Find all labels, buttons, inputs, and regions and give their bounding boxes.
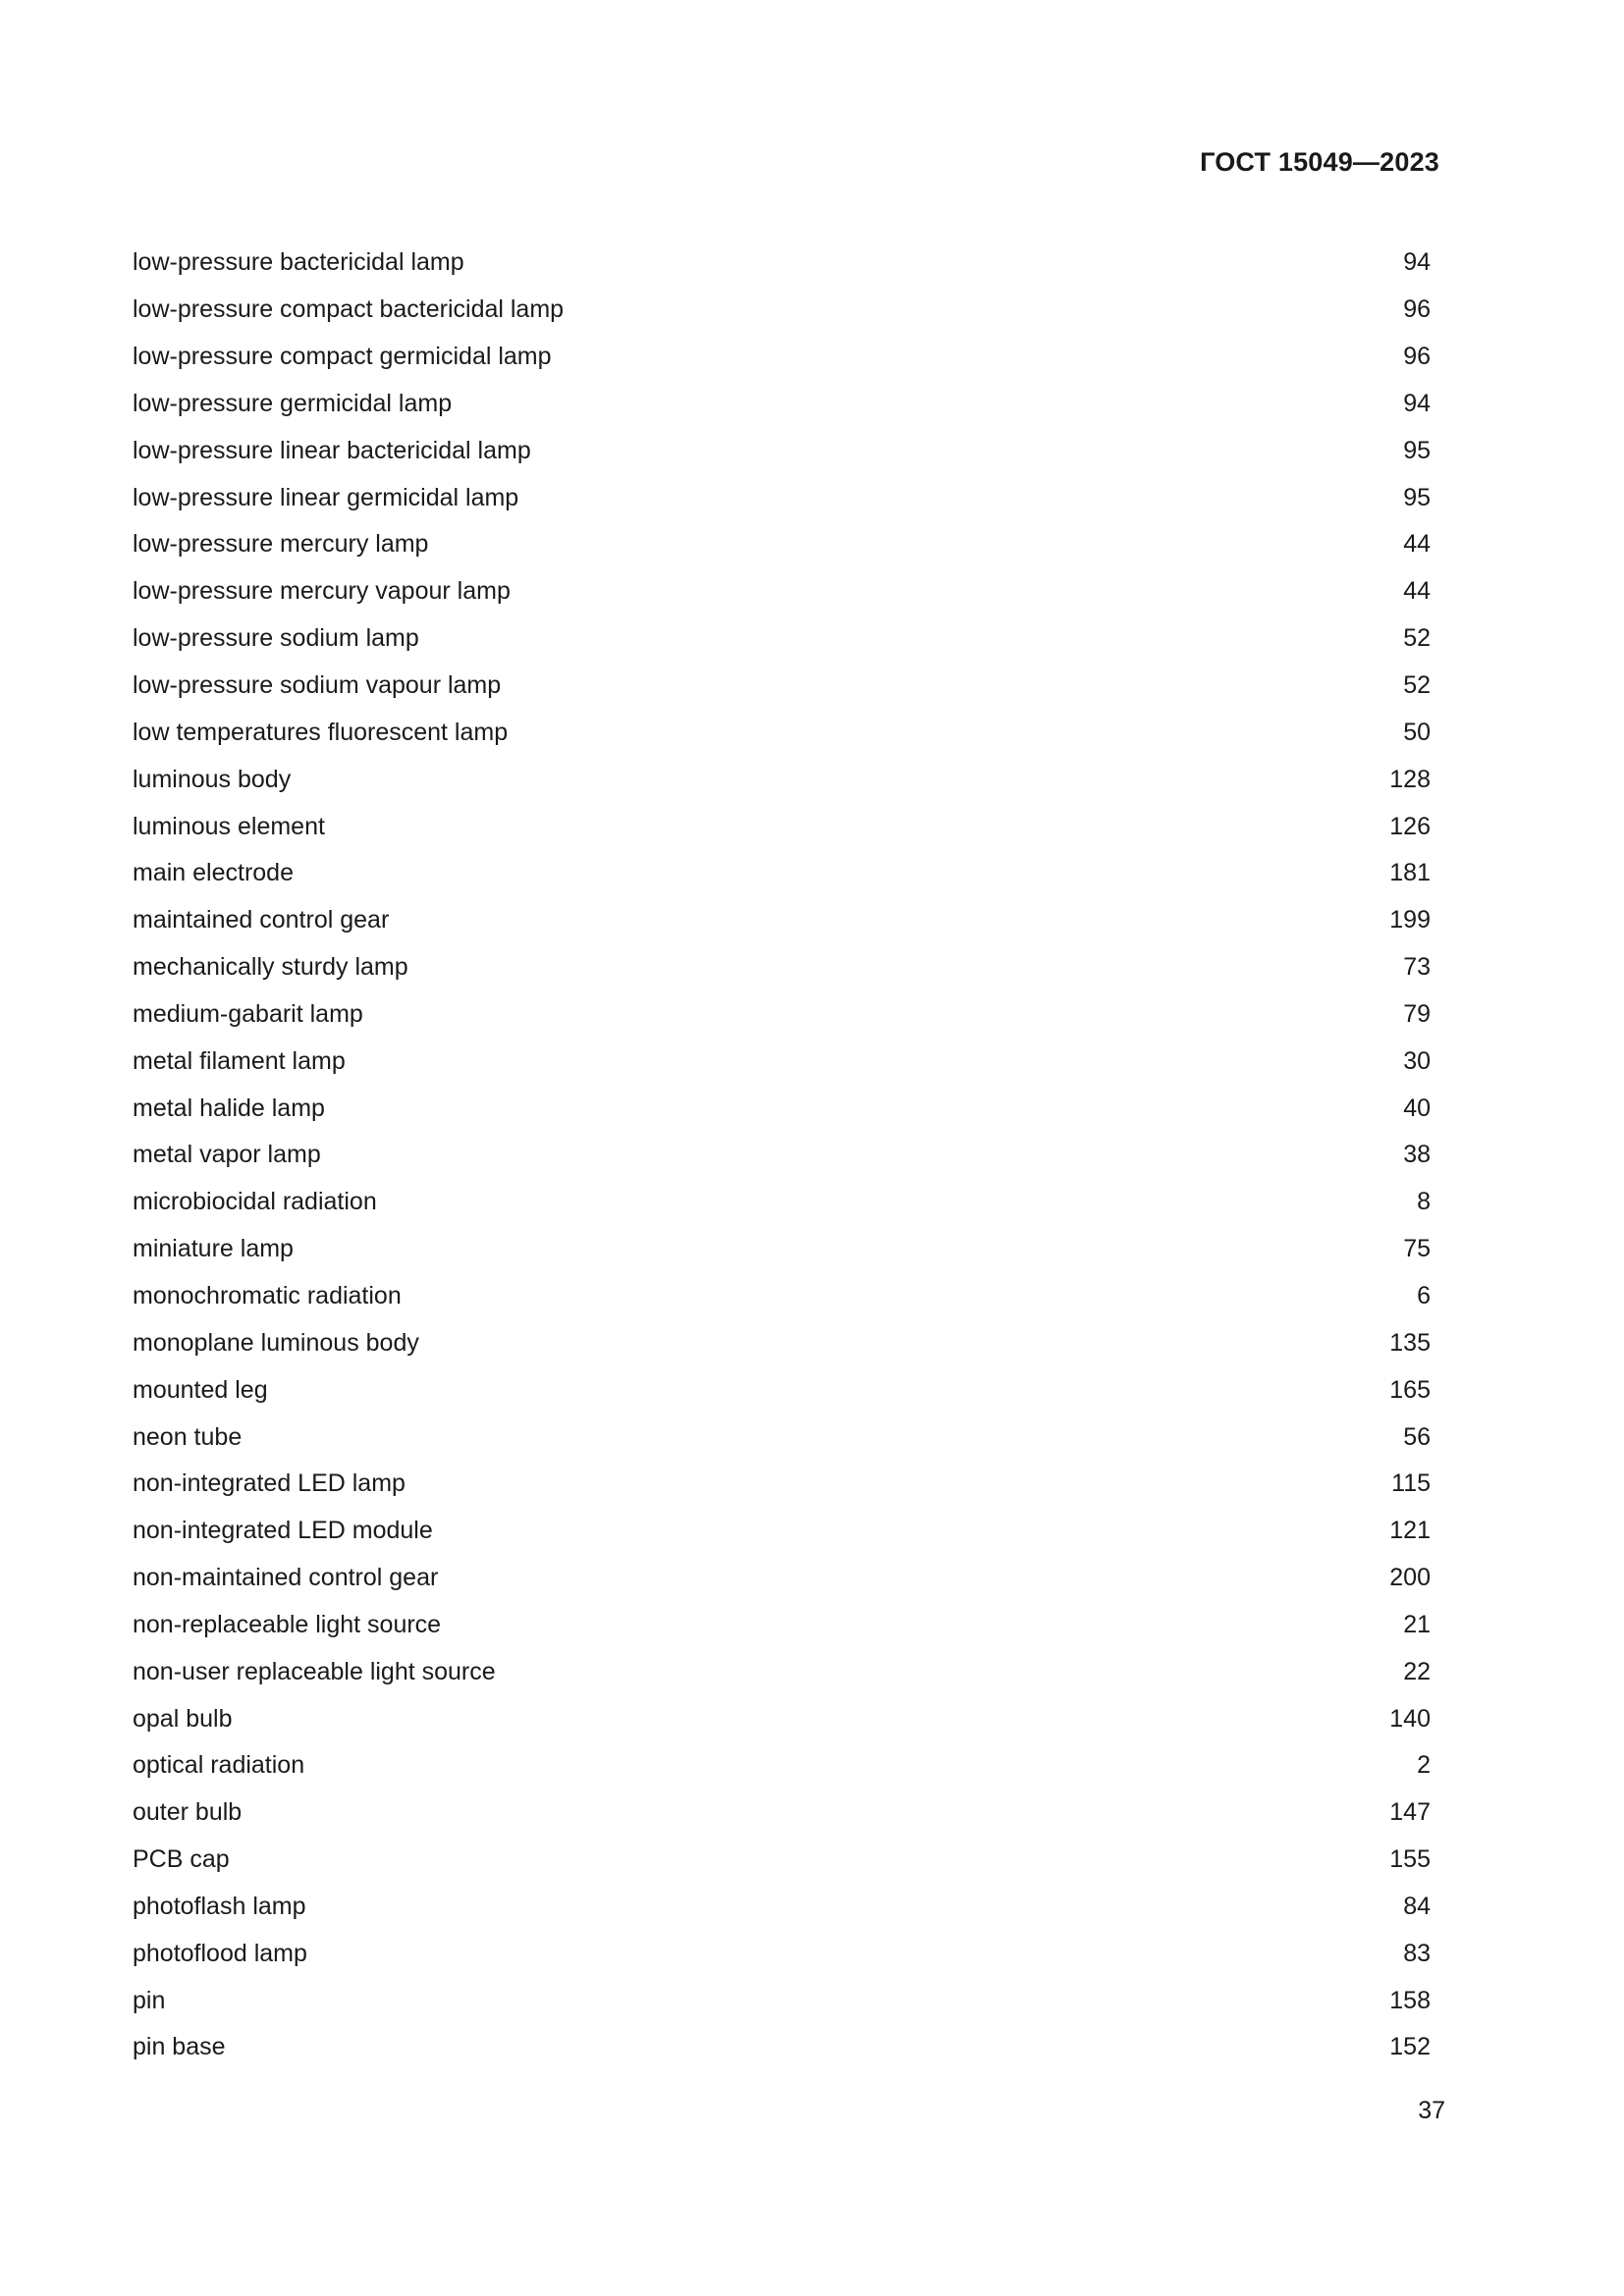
index-entry [133, 1319, 1431, 1366]
index-number: 75 [1403, 1235, 1431, 1263]
index-term: metal vapor lamp [133, 1141, 321, 1169]
index-number: 165 [1389, 1375, 1431, 1404]
index-term: mounted leg [133, 1375, 268, 1404]
term-index-list [133, 240, 1431, 2071]
document-header: ГОСТ 15049—2023 [1200, 147, 1439, 177]
index-number: 94 [1403, 389, 1431, 417]
index-number: 38 [1403, 1141, 1431, 1169]
index-number: 95 [1403, 436, 1431, 464]
index-number: 52 [1403, 624, 1431, 653]
index-entry [133, 709, 1431, 756]
index-entry [133, 1930, 1431, 1977]
index-number: 95 [1403, 483, 1431, 511]
index-entry [133, 2024, 1431, 2071]
index-number: 8 [1417, 1188, 1431, 1216]
index-term: low-pressure bactericidal lamp [133, 248, 464, 277]
index-number: 199 [1389, 906, 1431, 934]
index-entry [133, 474, 1431, 521]
index-entry [133, 850, 1431, 897]
index-term: optical radiation [133, 1751, 305, 1780]
index-term: low-pressure compact bactericidal lamp [133, 295, 565, 324]
index-entry [133, 803, 1431, 850]
index-number: 94 [1403, 248, 1431, 277]
index-entry [133, 1789, 1431, 1837]
index-term: monoplane luminous body [133, 1328, 419, 1357]
index-entry [133, 1461, 1431, 1508]
index-term: low-pressure linear bactericidal lamp [133, 436, 531, 464]
index-number: 147 [1389, 1798, 1431, 1827]
index-entry [133, 1742, 1431, 1789]
index-term: luminous body [133, 765, 292, 793]
index-entry [133, 240, 1431, 287]
index-number: 73 [1403, 953, 1431, 982]
index-term: low-pressure mercury vapour lamp [133, 577, 511, 606]
index-number: 152 [1389, 2033, 1431, 2061]
index-entry [133, 1695, 1431, 1742]
index-entry [133, 1977, 1431, 2024]
index-term: non-maintained control gear [133, 1564, 439, 1592]
index-term: non-integrated LED module [133, 1517, 433, 1545]
index-term: metal filament lamp [133, 1046, 346, 1075]
index-term: main electrode [133, 859, 294, 887]
index-entry [133, 897, 1431, 944]
index-term: miniature lamp [133, 1235, 294, 1263]
index-number: 83 [1403, 1939, 1431, 1967]
index-term: maintained control gear [133, 906, 390, 934]
index-entry [133, 568, 1431, 615]
index-term: metal halide lamp [133, 1094, 325, 1122]
index-number: 155 [1389, 1845, 1431, 1874]
index-term: non-user replaceable light source [133, 1657, 496, 1685]
index-entry [133, 615, 1431, 663]
index-entry [133, 944, 1431, 991]
index-term: low temperatures fluorescent lamp [133, 718, 509, 746]
index-number: 44 [1403, 530, 1431, 559]
index-term: monochromatic radiation [133, 1281, 402, 1309]
index-term: photoflood lamp [133, 1939, 307, 1967]
index-number: 30 [1403, 1046, 1431, 1075]
index-number: 140 [1389, 1704, 1431, 1733]
index-term: low-pressure compact germicidal lamp [133, 343, 552, 371]
index-entry [133, 1648, 1431, 1695]
index-entry [133, 427, 1431, 474]
index-term: mechanically sturdy lamp [133, 953, 408, 982]
index-term: low-pressure sodium lamp [133, 624, 419, 653]
index-entry [133, 1085, 1431, 1132]
index-number: 158 [1389, 1986, 1431, 2014]
index-number: 96 [1403, 295, 1431, 324]
index-number: 135 [1389, 1328, 1431, 1357]
index-term: microbiocidal radiation [133, 1188, 377, 1216]
index-term: neon tube [133, 1422, 243, 1451]
index-number: 6 [1417, 1281, 1431, 1309]
index-entry [133, 1038, 1431, 1085]
page-number: 37 [1418, 2097, 1445, 2124]
index-number: 200 [1389, 1564, 1431, 1592]
index-entry [133, 521, 1431, 568]
index-term: low-pressure linear germicidal lamp [133, 483, 519, 511]
index-entry [133, 334, 1431, 381]
index-term: pin [133, 1986, 166, 2014]
index-term: non-integrated LED lamp [133, 1469, 406, 1498]
index-number: 40 [1403, 1094, 1431, 1122]
index-term: low-pressure sodium vapour lamp [133, 671, 502, 700]
index-number: 121 [1389, 1517, 1431, 1545]
index-number: 56 [1403, 1422, 1431, 1451]
index-number: 128 [1389, 765, 1431, 793]
index-term: photoflash lamp [133, 1892, 306, 1920]
index-number: 96 [1403, 343, 1431, 371]
index-term: PCB cap [133, 1845, 230, 1874]
index-term: low-pressure germicidal lamp [133, 389, 453, 417]
index-number: 84 [1403, 1892, 1431, 1920]
index-number: 50 [1403, 718, 1431, 746]
index-entry [133, 1837, 1431, 1884]
index-term: non-replaceable light source [133, 1610, 442, 1638]
index-entry [133, 991, 1431, 1039]
index-entry [133, 287, 1431, 334]
index-number: 2 [1417, 1751, 1431, 1780]
index-entry [133, 1366, 1431, 1414]
index-entry [133, 1132, 1431, 1179]
index-entry [133, 1601, 1431, 1648]
index-entry [133, 1884, 1431, 1931]
index-term: opal bulb [133, 1704, 233, 1733]
index-number: 21 [1403, 1610, 1431, 1638]
index-number: 181 [1389, 859, 1431, 887]
index-entry [133, 1508, 1431, 1555]
index-number: 79 [1403, 999, 1431, 1028]
index-entry [133, 1226, 1431, 1273]
index-entry [133, 1179, 1431, 1226]
index-term: medium-gabarit lamp [133, 999, 363, 1028]
index-number: 52 [1403, 671, 1431, 700]
index-entry [133, 1273, 1431, 1320]
index-entry [133, 756, 1431, 803]
index-number: 126 [1389, 812, 1431, 840]
index-entry [133, 1414, 1431, 1461]
index-number: 44 [1403, 577, 1431, 606]
index-entry [133, 663, 1431, 710]
index-entry [133, 381, 1431, 428]
index-term: pin base [133, 2033, 226, 2061]
index-term: luminous element [133, 812, 325, 840]
index-number: 22 [1403, 1657, 1431, 1685]
index-term: outer bulb [133, 1798, 243, 1827]
index-term: low-pressure mercury lamp [133, 530, 429, 559]
index-entry [133, 1555, 1431, 1602]
index-number: 115 [1391, 1469, 1431, 1498]
